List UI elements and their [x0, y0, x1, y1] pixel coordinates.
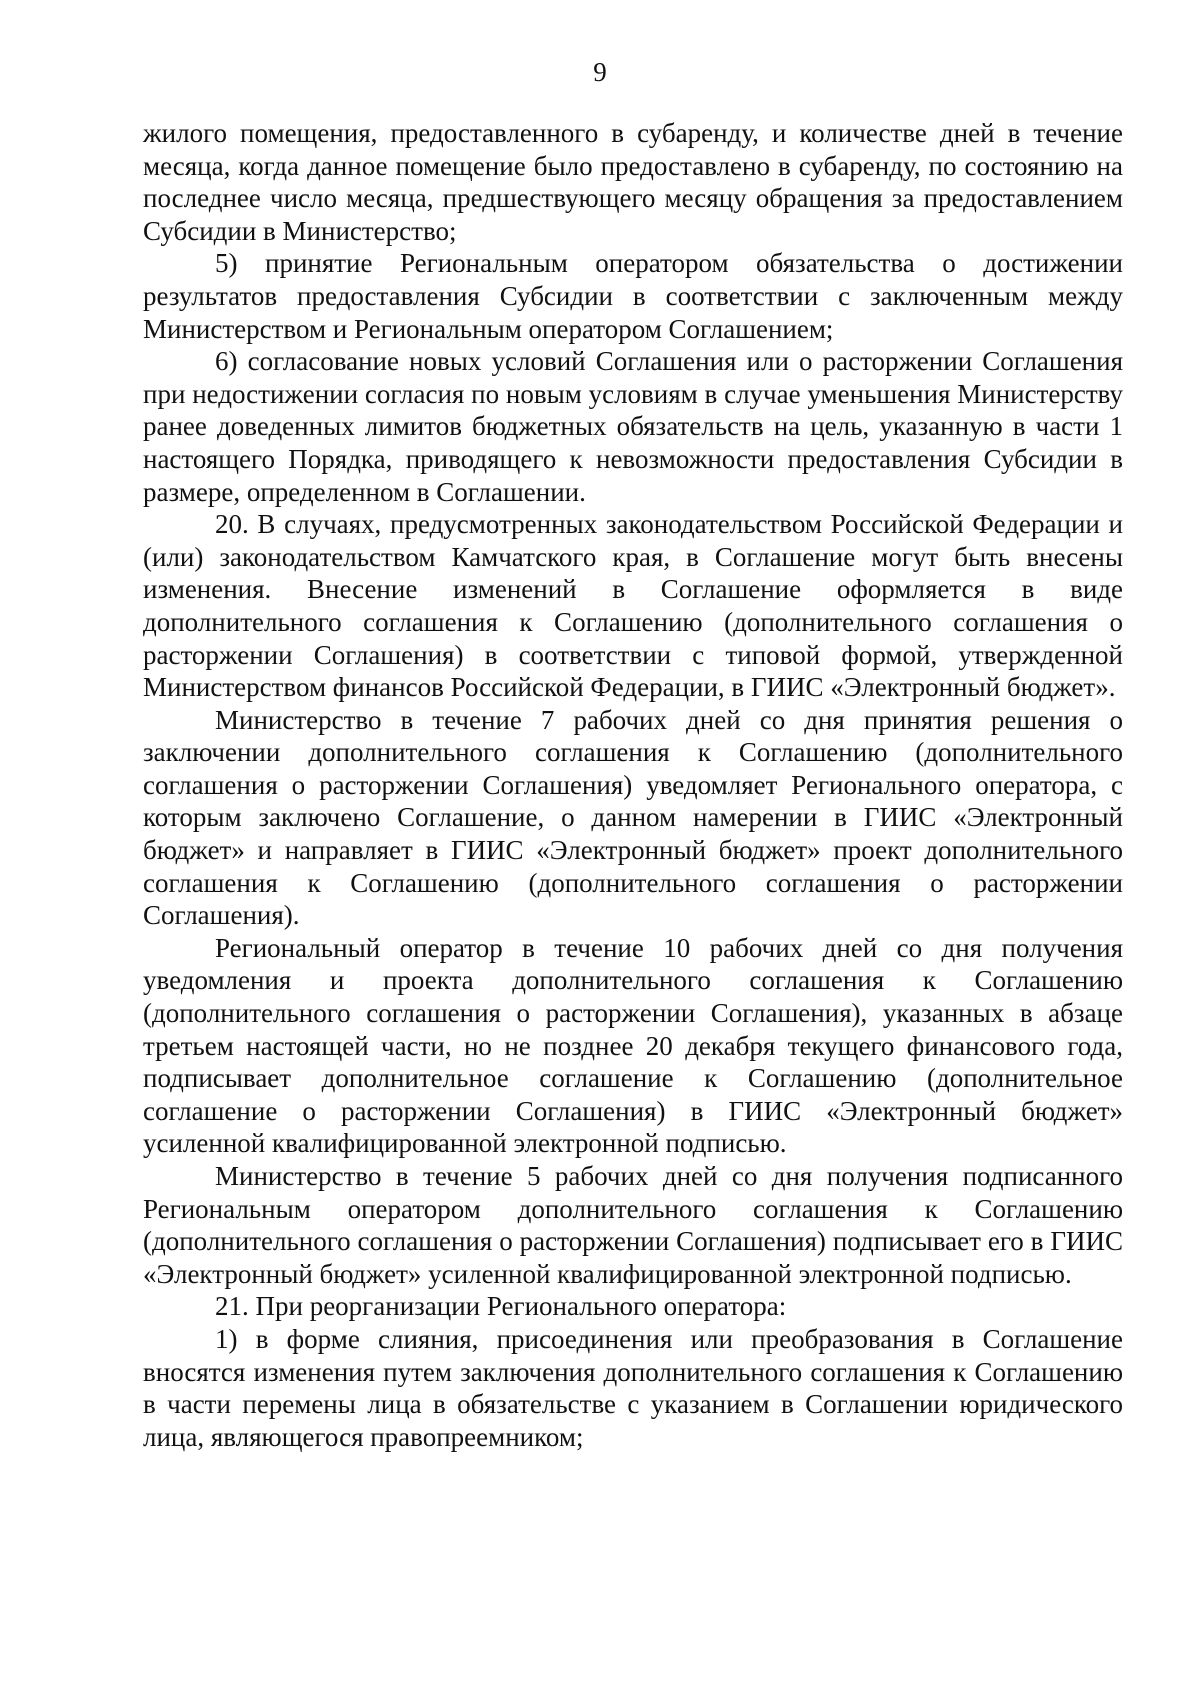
- paragraph-ministry-signing: Министерство в течение 5 рабочих дней со дня получения подписанного Региональным оператором дополнительного соглашения к Соглашению (дополнительного соглашения о расторжении Соглашения) подписывает его в ГИИС «Электронный бюджет» усиленной квалифицированной электронной подписью.: [143, 1161, 1123, 1289]
- paragraph-operator-signing: Региональный оператор в течение 10 рабочих дней со дня получения уведомления и проекта дополнительного соглашения к Соглашению (дополнительного соглашения о расторжении Соглашения), указанных в абзаце третьем настоящей части, но не позднее 20 декабря текущего финансового года, подписывает дополнительное соглашение к Соглашению (дополнительное соглашение о расторжении Соглашения) в ГИИС «Электронный бюджет» усиленной квалифицированной электронной подписью.: [143, 932, 1123, 1159]
- paragraph-item-5: 5) принятие Региональным оператором обязательства о достижении результатов предоставления Субсидии в соответствии с заключенным между Министерством и Региональным оператором Соглашением;: [143, 248, 1123, 344]
- paragraph-item-1-reorganization: 1) в форме слияния, присоединения или преобразования в Соглашение вносятся изменения путем заключения дополнительного соглашения к Соглашению в части перемены лица в обязательстве с указанием в Соглашении юридического лица, являющегося правопреемником;: [143, 1323, 1123, 1452]
- page-number: 9: [593, 57, 607, 87]
- paragraph-ministry-notice: Министерство в течение 7 рабочих дней со дня принятия решения о заключении дополнительного соглашения к Соглашению (дополнительного соглашения о расторжении Соглашения) уведомляет Регионального оператора, с которым заключено Соглашение, о данном намерении в ГИИС «Электронный бюджет» и направляет в ГИИС «Электронный бюджет» проект дополнительного соглашения к Соглашению (дополнительного соглашения о расторжении Соглашения).: [143, 704, 1123, 931]
- document-body: [143, 117, 1123, 1453]
- paragraph-continuation: жилого помещения, предоставленного в субаренду, и количестве дней в течение месяца, когда данное помещение было предоставлено в субаренду, по состоянию на последнее число месяца, предшествующего месяцу обращения за предоставлением Субсидии в Министерство;: [143, 118, 1123, 246]
- paragraph-section-21: 21. При реорганизации Регионального оператора:: [215, 1291, 787, 1322]
- paragraph-section-20: 20. В случаях, предусмотренных законодательством Российской Федерации и (или) законодательством Камчатского края, в Соглашение могут быть внесены изменения. Внесение изменений в Соглашение оформляется в виде дополнительного соглашения к Соглашению (дополнительного соглашения о расторжении Соглашения) в соответствии с типовой формой, утвержденной Министерством финансов Российской Федерации, в ГИИС «Электронный бюджет».: [143, 509, 1123, 703]
- paragraph-item-6: 6) согласование новых условий Соглашения или о расторжении Соглашения при недостижении согласия по новым условиям в случае уменьшения Министерству ранее доведенных лимитов бюджетных обязательств на цель, указанную в части 1 настоящего Порядка, приводящего к невозможности предоставления Субсидии в размере, определенном в Соглашении.: [143, 346, 1123, 507]
